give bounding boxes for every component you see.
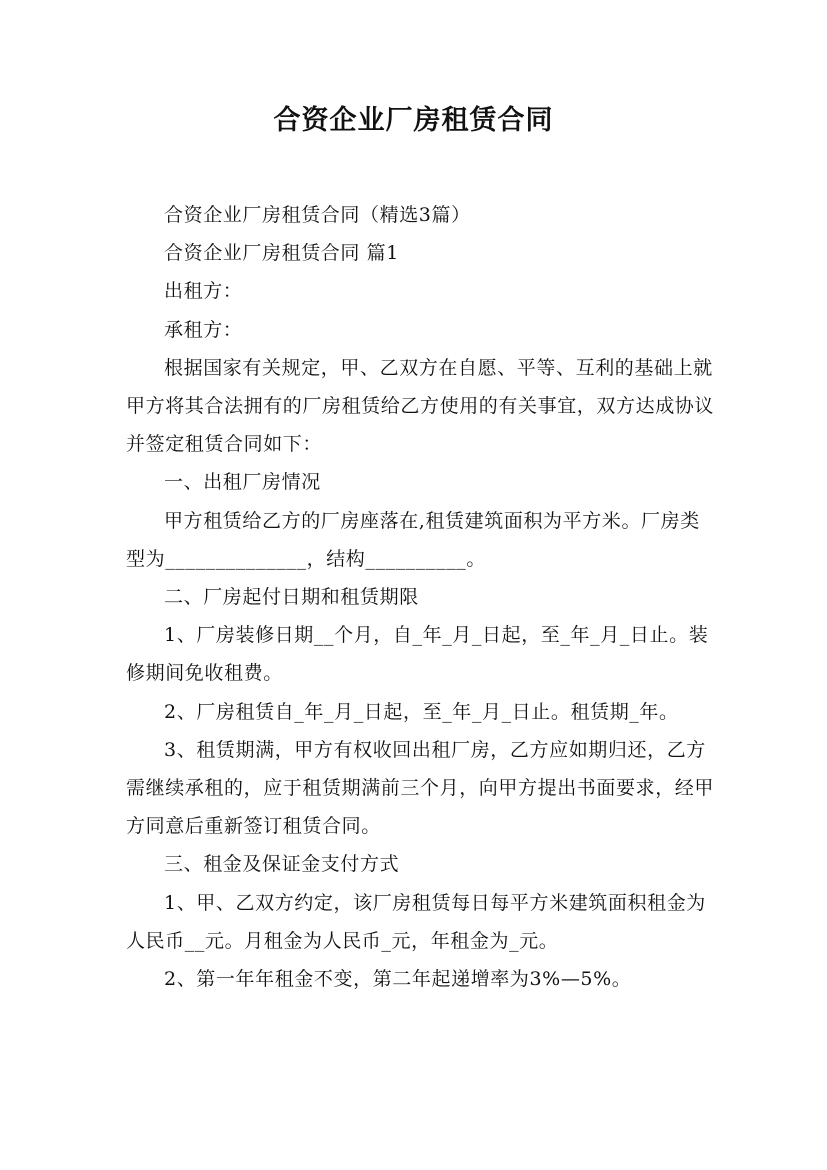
lessee-line: 承租方： [164,318,243,341]
section-heading: 合资企业厂房租赁合同 篇1 [164,242,399,265]
clause-heading-3: 三、租金及保证金支付方式 [164,853,400,876]
clause-paragraph: 1、甲、乙双方约定，该厂房租赁每日每平方米建筑面积租金为人民币__元。月租金为人民币_元，年租金为_元。 [126,891,706,952]
document-body [126,196,716,998]
clause-heading-1: 一、出租厂房情况 [164,471,321,494]
lessor-line: 出租方： [164,280,243,303]
clause-paragraph: 甲方租赁给乙方的厂房座落在,租赁建筑面积为平方米。厂房类型为______________，结构__________。 [126,509,700,570]
document-title: 合资企业厂房租赁合同 [273,105,554,136]
clause-paragraph: 1、厂房装修日期__个月，自_年_月_日起，至_年_月_日止。装修期间免收租费。 [126,624,709,685]
preamble-paragraph: 根据国家有关规定，甲、乙双方在自愿、平等、互利的基础上就甲方将其合法拥有的厂房租赁给乙方使用的有关事宜，双方达成协议并签定租赁合同如下： [126,356,715,456]
clause-heading-2: 二、厂房起付日期和租赁期限 [164,586,419,609]
subtitle-line: 合资企业厂房租赁合同（精选3篇） [164,204,471,226]
clause-paragraph: 2、厂房租赁自_年_月_日起，至_年_月_日止。租赁期_年。 [164,700,679,723]
clause-paragraph: 3、租赁期满，甲方有权收回出租厂房，乙方应如期归还，乙方需继续承租的，应于租赁期满前三个月，向甲方提出书面要求，经甲方同意后重新签订租赁合同。 [126,738,715,838]
clause-paragraph: 2、第一年年租金不变，第二年起递增率为3%—5%。 [164,968,632,991]
